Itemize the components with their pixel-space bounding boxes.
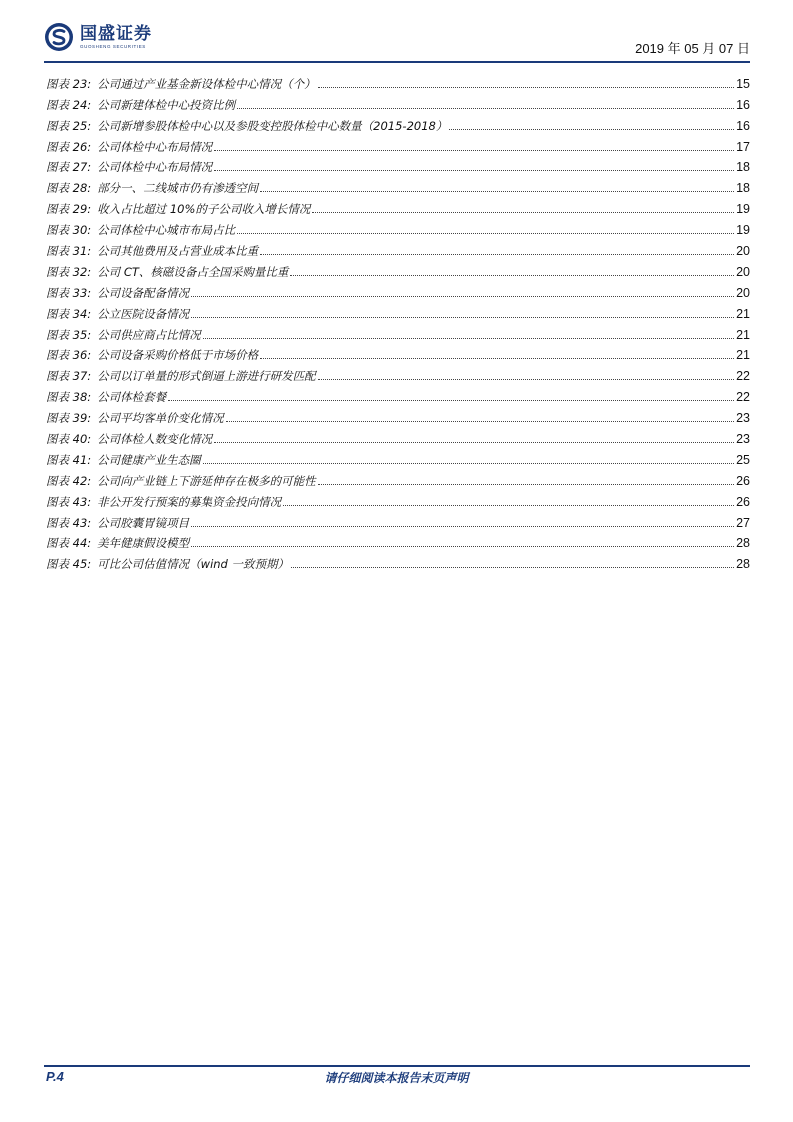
toc-entry-title[interactable]: 公司健康产业生态圈 xyxy=(97,452,201,467)
toc-dot-leader xyxy=(283,505,734,506)
toc-entry-page[interactable]: 22 xyxy=(736,390,750,405)
toc-entry-label: 图表 27: xyxy=(46,160,92,175)
toc-entry-page[interactable]: 21 xyxy=(736,306,750,321)
toc-entry[interactable] xyxy=(46,174,750,195)
toc-entry-title[interactable]: 公司通过产业基金新设体检中心情况（个） xyxy=(97,76,316,91)
toc-entry[interactable] xyxy=(46,467,750,488)
toc-entry-label: 图表 41: xyxy=(46,452,92,467)
toc-dot-leader xyxy=(291,567,734,568)
toc-entry[interactable] xyxy=(46,362,750,383)
toc-dot-leader xyxy=(449,129,734,130)
toc-entry-page[interactable]: 22 xyxy=(736,369,750,384)
toc-entry-label: 图表 31: xyxy=(46,244,92,259)
toc-entry-title[interactable]: 收入占比超过 10%的子公司收入增长情况 xyxy=(97,202,311,217)
toc-entry[interactable] xyxy=(46,91,750,112)
toc-entry-title[interactable]: 部分一、二线城市仍有渗透空间 xyxy=(97,181,259,196)
header-divider xyxy=(44,61,750,63)
toc-entry-title[interactable]: 公司体检中心布局情况 xyxy=(97,160,213,175)
toc-dot-leader xyxy=(237,108,734,109)
toc-entry-title[interactable]: 公司胶囊胃镜项目 xyxy=(97,515,190,530)
toc-entry-label: 图表 44: xyxy=(46,536,92,551)
toc-dot-leader xyxy=(191,317,734,318)
toc-entry-page[interactable]: 26 xyxy=(736,473,750,488)
footer-disclaimer: 请仔细阅读本报告末页声明 xyxy=(324,1071,469,1085)
toc-entry-page[interactable]: 19 xyxy=(736,223,750,238)
toc-entry-label: 图表 32: xyxy=(46,264,92,279)
toc-entry-title[interactable]: 公司体检套餐 xyxy=(97,390,167,405)
footer-divider xyxy=(44,1065,750,1067)
toc-entry-page[interactable]: 23 xyxy=(736,411,750,426)
toc-entry-label: 图表 43: xyxy=(46,494,92,509)
toc-dot-leader xyxy=(237,233,734,234)
toc-entry[interactable] xyxy=(46,133,750,154)
toc-entry[interactable] xyxy=(46,425,750,446)
toc-entry-label: 图表 37: xyxy=(46,369,92,384)
toc-entry[interactable] xyxy=(46,154,750,175)
toc-entry-page[interactable]: 20 xyxy=(736,285,750,300)
toc-entry-label: 图表 23: xyxy=(46,76,92,91)
toc-dot-leader xyxy=(191,526,734,527)
guosheng-logo-icon xyxy=(44,22,74,52)
toc-entry-title[interactable]: 公司体检人数变化情况 xyxy=(97,432,213,447)
toc-entry-page[interactable]: 28 xyxy=(736,536,750,551)
toc-entry-label: 图表 33: xyxy=(46,285,92,300)
toc-entry-label: 图表 34: xyxy=(46,306,92,321)
figure-list xyxy=(46,70,750,571)
toc-dot-leader xyxy=(260,191,734,192)
toc-entry-title[interactable]: 公司新增参股体检中心以及参股变控股体检中心数量（2015-2018） xyxy=(97,118,448,133)
toc-entry-page[interactable]: 17 xyxy=(736,139,750,154)
page-header xyxy=(44,22,750,62)
toc-dot-leader xyxy=(203,338,734,339)
toc-dot-leader xyxy=(318,87,734,88)
toc-entry[interactable] xyxy=(46,446,750,467)
toc-entry-label: 图表 24: xyxy=(46,97,92,112)
toc-dot-leader xyxy=(260,254,734,255)
toc-entry-page[interactable]: 27 xyxy=(736,515,750,530)
toc-entry[interactable] xyxy=(46,258,750,279)
toc-entry-page[interactable]: 26 xyxy=(736,494,750,509)
toc-entry-label: 图表 29: xyxy=(46,202,92,217)
toc-entry[interactable] xyxy=(46,530,750,551)
logo-english-name: GUOSHENG SECURITIES xyxy=(80,44,146,49)
toc-entry-page[interactable]: 23 xyxy=(736,432,750,447)
toc-entry-label: 图表 28: xyxy=(46,181,92,196)
toc-entry-title[interactable]: 公司平均客单价变化情况 xyxy=(97,411,224,426)
toc-entry-label: 图表 25: xyxy=(46,118,92,133)
toc-entry-page[interactable]: 16 xyxy=(736,118,750,133)
toc-entry-page[interactable]: 15 xyxy=(736,76,750,91)
toc-dot-leader xyxy=(318,379,734,380)
toc-dot-leader xyxy=(260,358,734,359)
toc-entry[interactable] xyxy=(46,321,750,342)
toc-entry-label: 图表 45: xyxy=(46,557,92,572)
toc-entry-label: 图表 35: xyxy=(46,327,92,342)
toc-dot-leader xyxy=(191,546,734,547)
toc-entry[interactable] xyxy=(46,70,750,91)
toc-entry-page[interactable]: 20 xyxy=(736,264,750,279)
toc-dot-leader xyxy=(214,150,734,151)
toc-entry-page[interactable]: 21 xyxy=(736,348,750,363)
toc-entry-label: 图表 30: xyxy=(46,223,92,238)
toc-entry-label: 图表 42: xyxy=(46,473,92,488)
toc-entry-title[interactable]: 非公开发行预案的募集资金投向情况 xyxy=(97,494,282,509)
page-number: P.4 xyxy=(46,1069,64,1084)
toc-entry-title[interactable]: 公司供应商占比情况 xyxy=(97,327,201,342)
toc-entry-label: 图表 38: xyxy=(46,390,92,405)
toc-dot-leader xyxy=(290,275,734,276)
toc-entry-page[interactable]: 25 xyxy=(736,452,750,467)
toc-entry-title[interactable]: 公司新建体检中心投资比例 xyxy=(97,97,236,112)
toc-entry-title[interactable]: 公司设备配备情况 xyxy=(97,285,190,300)
toc-entry[interactable] xyxy=(46,279,750,300)
toc-entry[interactable] xyxy=(46,195,750,216)
toc-entry-page[interactable]: 18 xyxy=(736,160,750,175)
toc-dot-leader xyxy=(214,442,734,443)
toc-dot-leader xyxy=(191,296,734,297)
toc-entry-page[interactable]: 21 xyxy=(736,327,750,342)
toc-dot-leader xyxy=(168,400,734,401)
toc-dot-leader xyxy=(226,421,734,422)
toc-dot-leader xyxy=(214,170,734,171)
toc-entry[interactable] xyxy=(46,300,750,321)
toc-entry-page[interactable]: 20 xyxy=(736,244,750,259)
toc-entry-title[interactable]: 美年健康假设模型 xyxy=(97,536,190,551)
toc-entry-title[interactable]: 公司 CT、核磁设备占全国采购量比重 xyxy=(97,264,289,279)
toc-entry-title[interactable]: 公立医院设备情况 xyxy=(97,306,190,321)
toc-entry-label: 图表 26: xyxy=(46,139,92,154)
toc-entry-title[interactable]: 公司以订单量的形式倒逼上游进行研发匹配 xyxy=(97,369,316,384)
toc-entry[interactable] xyxy=(46,404,750,425)
toc-entry-page[interactable]: 28 xyxy=(736,557,750,572)
company-logo xyxy=(44,22,152,52)
toc-dot-leader xyxy=(312,212,734,213)
toc-entry-title[interactable]: 可比公司估值情况（wind 一致预期） xyxy=(97,557,290,572)
toc-entry-title[interactable]: 公司体检中心布局情况 xyxy=(97,139,213,154)
toc-entry-page[interactable]: 18 xyxy=(736,181,750,196)
report-date: 2019 年 05 月 07 日 xyxy=(635,41,750,56)
toc-entry[interactable] xyxy=(46,550,750,571)
logo-chinese-name: 国盛证券 xyxy=(80,24,152,44)
toc-entry[interactable] xyxy=(46,342,750,363)
toc-entry-page[interactable]: 16 xyxy=(736,97,750,112)
toc-entry-title[interactable]: 公司设备采购价格低于市场价格 xyxy=(97,348,259,363)
toc-entry-label: 图表 39: xyxy=(46,411,92,426)
toc-entry-title[interactable]: 公司体检中心城市布局占比 xyxy=(97,223,236,238)
toc-entry[interactable] xyxy=(46,383,750,404)
toc-entry-title[interactable]: 公司其他费用及占营业成本比重 xyxy=(97,244,259,259)
toc-entry-page[interactable]: 19 xyxy=(736,202,750,217)
toc-entry[interactable] xyxy=(46,488,750,509)
toc-entry-label: 图表 43: xyxy=(46,515,92,530)
toc-entry[interactable] xyxy=(46,237,750,258)
toc-entry[interactable] xyxy=(46,509,750,530)
toc-entry-label: 图表 36: xyxy=(46,348,92,363)
toc-dot-leader xyxy=(203,463,734,464)
toc-entry[interactable] xyxy=(46,216,750,237)
toc-entry[interactable] xyxy=(46,112,750,133)
toc-entry-label: 图表 40: xyxy=(46,432,92,447)
toc-entry-title[interactable]: 公司向产业链上下游延伸存在极多的可能性 xyxy=(97,473,316,488)
toc-dot-leader xyxy=(318,484,734,485)
